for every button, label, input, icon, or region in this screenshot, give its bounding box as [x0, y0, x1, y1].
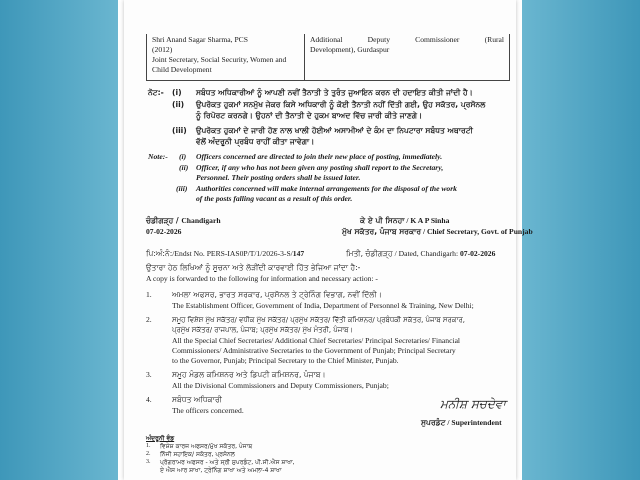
recipient-pa: ਸਮੂਹ ਮੰਡਲ ਕਮਿਸ਼ਨਰ ਅਤੇ ਡਿਪਟੀ ਕਮਿਸ਼ਨਰ, ਪੰਜਾਬ। — [172, 370, 326, 379]
signatory-name — [360, 216, 449, 226]
internal-item: ਨਿੱਜੀ ਸਹਾਇਕ/ ਸਕੱਤਰ, ਪ੍ਰਸੋਨਲ — [160, 451, 235, 458]
note-label-en: Note:- — [148, 152, 168, 161]
recipient-pa: ਸਬੰਧਤ ਅਧਿਕਾਰੀ — [172, 395, 222, 404]
internal-item: ਵਿਸ਼ੇਸ਼ ਕਾਰਜ ਅਫਸਰ/ਮੁੱਖ ਸਕੱਤਰ, ਪੰਜਾਬ — [160, 443, 253, 450]
table-line: Development), Gurdaspur — [310, 45, 390, 54]
table-line: (2012) — [152, 45, 173, 54]
table-line: Shri Anand Sagar Sharma, PCS — [152, 35, 248, 44]
recipient-num: 3. — [146, 370, 152, 379]
recipient-num: 2. — [146, 315, 152, 324]
endst-date-label-pa: ਮਿਤੀ, ਚੰਡੀਗੜ੍ਹ — [346, 249, 393, 258]
endst-number-bold: 147 — [292, 249, 305, 258]
recipient-en: All the Special Chief Secretaries/ Additional Chief Secretaries/ Principal Secretaries/ Financial — [172, 336, 461, 345]
table-line: Additional Deputy Commissioner (Rural — [310, 35, 504, 44]
note-num: (i) — [179, 152, 187, 161]
note-text-en: of the posts falling vacant as a result of this order. — [196, 194, 353, 203]
recipient-en: All the Divisional Commissioners and Deputy Commissioners, Punjab; — [172, 381, 389, 390]
endst-line — [146, 249, 304, 259]
posting-table — [146, 34, 510, 81]
note-num: (iii) — [176, 184, 188, 193]
signatory-title-pa: ਮੁੱਖ ਸਕੱਤਰ, ਪੰਜਾਬ ਸਰਕਾਰ — [342, 227, 422, 236]
recipient-en: The Establishment Officer, Government of India, Department of Personnel & Training, New Delhi; — [172, 301, 474, 310]
order-date: 07-02-2026 — [146, 227, 182, 236]
place-en: Chandigarh — [181, 216, 221, 225]
signatory-name-pa: ਕੇ ਏ ਪੀ ਸਿਨਹਾ — [360, 216, 405, 225]
recipient-pa: ਅਮਲਾ ਅਫਸਰ, ਭਾਰਤ ਸਰਕਾਰ, ਪ੍ਰਸੋਨਲ ਤੇ ਟ੍ਰੇਨਿੰਗ ਵਿਭਾਗ, ਨਵੀਂ ਦਿੱਲੀ। — [172, 290, 382, 299]
note-num: (ii) — [179, 163, 189, 172]
signatory-title — [342, 227, 533, 237]
recipient-en: to the Governor, Punjab; Principal Secretary to the Chief Minister, Punjab. — [172, 356, 399, 365]
endst-label-en: /Endst No. — [172, 249, 205, 258]
endst-date-label-en: / Dated, Chandigarh: — [394, 249, 459, 258]
background-right — [522, 0, 640, 480]
note-num: (i) — [172, 88, 182, 97]
internal-item: ਪ੍ਰੋਗਰਾਮਰ ਅਫਸਰ - ਅਤੇ ਸ੍ਰੀ ਸੁਪਰਡੰਟ, ਪੀ.ਸੀ.ਐਸ ਸ਼ਾਖਾ, — [160, 459, 295, 466]
recipient-en: The officers concerned. — [172, 406, 244, 415]
recipient-num: 1. — [146, 290, 152, 299]
endst-label-pa: ਪਿ:ਅੰ:ਨੰ: — [146, 249, 173, 258]
note-num: (iii) — [172, 126, 187, 135]
internal-num: 2. — [146, 451, 151, 457]
table-line: Joint Secretary, Social Security, Women and — [152, 55, 287, 64]
note-label-pa: ਨੋਟ:- — [148, 88, 164, 97]
endst-date — [346, 249, 495, 259]
document-page — [124, 0, 533, 480]
internal-num: 3. — [146, 459, 151, 465]
internal-item: ਏ ਐਸ ਆਰ ਸ਼ਾਖਾ, ਟ੍ਰੇਨਿੰਗ ਸ਼ਾਖਾ ਅਤੇ ਅਮਲਾ-4 ਸ਼ਾਖਾ — [160, 467, 282, 474]
note-text-pa: ਉਪਰੋਕਤ ਹੁਕਮਾਂ ਦੇ ਜਾਰੀ ਹੋਣ ਨਾਲ ਖਾਲੀ ਹੋਈਆਂ ਅਸਾਮੀਆਂ ਦੇ ਕੰਮ ਦਾ ਨਿਪਟਾਰਾ ਸਬੰਧਤ ਅਥਾਰਟੀ — [196, 126, 473, 135]
note-text-pa: ਸਬੰਧਤ ਅਧਿਕਾਰੀਆਂ ਨੂੰ ਆਪਣੀ ਨਵੀਂ ਤੈਨਾਤੀ ਤੇ ਤੁਰੰਤ ਜੁਆਇਨ ਕਰਨ ਦੀ ਹਦਾਇਤ ਕੀਤੀ ਜਾਂਦੀ ਹੈ। — [196, 88, 473, 97]
recipient-num: 4. — [146, 395, 152, 404]
recipient-en: Commissioners/ Administrative Secretaries to the Government of Punjab; Principal Secretary — [172, 346, 456, 355]
signatory-name-en: / K A P Sinha — [406, 216, 450, 225]
recipient-pa: ਪ੍ਰਮੁੱਖ ਸਕੱਤਰ/ ਰਾਜਪਾਲ, ਪੰਜਾਬ; ਪ੍ਰਮੁੱਖ ਸਕੱਤਰ/ ਮੁੱਖ ਮੰਤਰੀ, ਪੰਜਾਬ। — [172, 326, 354, 334]
table-line: Child Development — [152, 65, 212, 74]
internal-heading: ਅੰਦਰੂਨੀ ਵੰਡ — [146, 435, 175, 442]
place-line — [146, 216, 221, 226]
internal-num: 1. — [146, 443, 151, 449]
superintendent-title — [421, 418, 502, 428]
note-text-en: Officer, if any who has not been given any posting shall report to the Secretary, — [196, 163, 444, 172]
note-num: (ii) — [172, 100, 185, 109]
copy-line-en: A copy is forwarded to the following for information and necessary action: - — [146, 274, 378, 283]
superintendent-title-en: / Superintendent — [447, 418, 502, 427]
endst-number: PERS-IAS0P/T/1/2026-3-S/ — [206, 249, 293, 258]
recipient-pa: ਸਮੂਹ ਵਿਸ਼ੇਸ਼ ਮੁੱਖ ਸਕੱਤਰ/ ਵਧੀਕ ਮੁੱਖ ਸਕੱਤਰ/ ਪ੍ਰਮੁੱਖ ਸਕੱਤਰ/ ਵਿੱਤੀ ਕਮਿਸ਼ਨਰ/ ਪ੍ਰਬੰਧਕੀ ਸਕੱਤਰ, ਪੰਜਾਬ ਸਰਕਾਰ, — [172, 316, 465, 324]
table-cell-officer — [152, 35, 286, 75]
table-cell-posting — [310, 35, 504, 55]
note-text-en: Authorities concerned will make internal arrangements for the disposal of the work — [196, 184, 457, 193]
signatory-title-en: / Chief Secretary, Govt. of Punjab — [422, 227, 533, 236]
place-pa: ਚੰਡੀਗੜ੍ਹ / — [146, 216, 182, 225]
copy-line-pa: ਉਤਾਰਾ ਹੇਠ ਲਿਖਿਆਂ ਨੂੰ ਸੂਚਨਾ ਅਤੇ ਲੋੜੀਂਦੀ ਕਾਰਵਾਈ ਹਿੱਤ ਭੇਜਿਆ ਜਾਂਦਾ ਹੈ:- — [146, 263, 361, 272]
note-text-pa: ਨੂੰ ਰਿਪੋਰਟ ਕਰਨਗੇ। ਉਹਨਾਂ ਦੀ ਤੈਨਾਤੀ ਦੇ ਹੁਕਮ ਬਾਅਦ ਵਿੱਚ ਜਾਰੀ ਕੀਤੇ ਜਾਣਗੇ। — [196, 111, 423, 120]
superintendent-title-pa: ਸੁਪਰਡੰਟ — [421, 418, 446, 427]
background-left — [0, 0, 118, 480]
superintendent-signature: ਮਨੀਸ਼ ਸਚਦੇਵਾ — [440, 397, 506, 411]
note-text-en: Officers concerned are directed to join their new place of posting, immediately. — [196, 152, 443, 161]
note-text-pa: ਵੱਲੋਂ ਅੰਦਰੂਨੀ ਪ੍ਰਬੰਧ ਰਾਹੀਂ ਕੀਤਾ ਜਾਵੇਗਾ। — [196, 137, 315, 146]
table-divider — [304, 34, 305, 80]
endst-date-value: 07-02-2026 — [459, 249, 496, 258]
note-text-en: Personnel. Their posting orders shall be issued later. — [196, 173, 361, 182]
note-text-pa: ਉਪਰੋਕਤ ਹੁਕਮਾਂ ਸਨਮੁੱਖ ਜੇਕਰ ਕਿਸੇ ਅਧਿਕਾਰੀ ਨੂੰ ਕੋਈ ਤੈਨਾਤੀ ਨਹੀਂ ਦਿੱਤੀ ਗਈ, ਉਹ ਸਕੱਤਰ, ਪ੍ਰਸੋਨਲ — [196, 100, 486, 109]
